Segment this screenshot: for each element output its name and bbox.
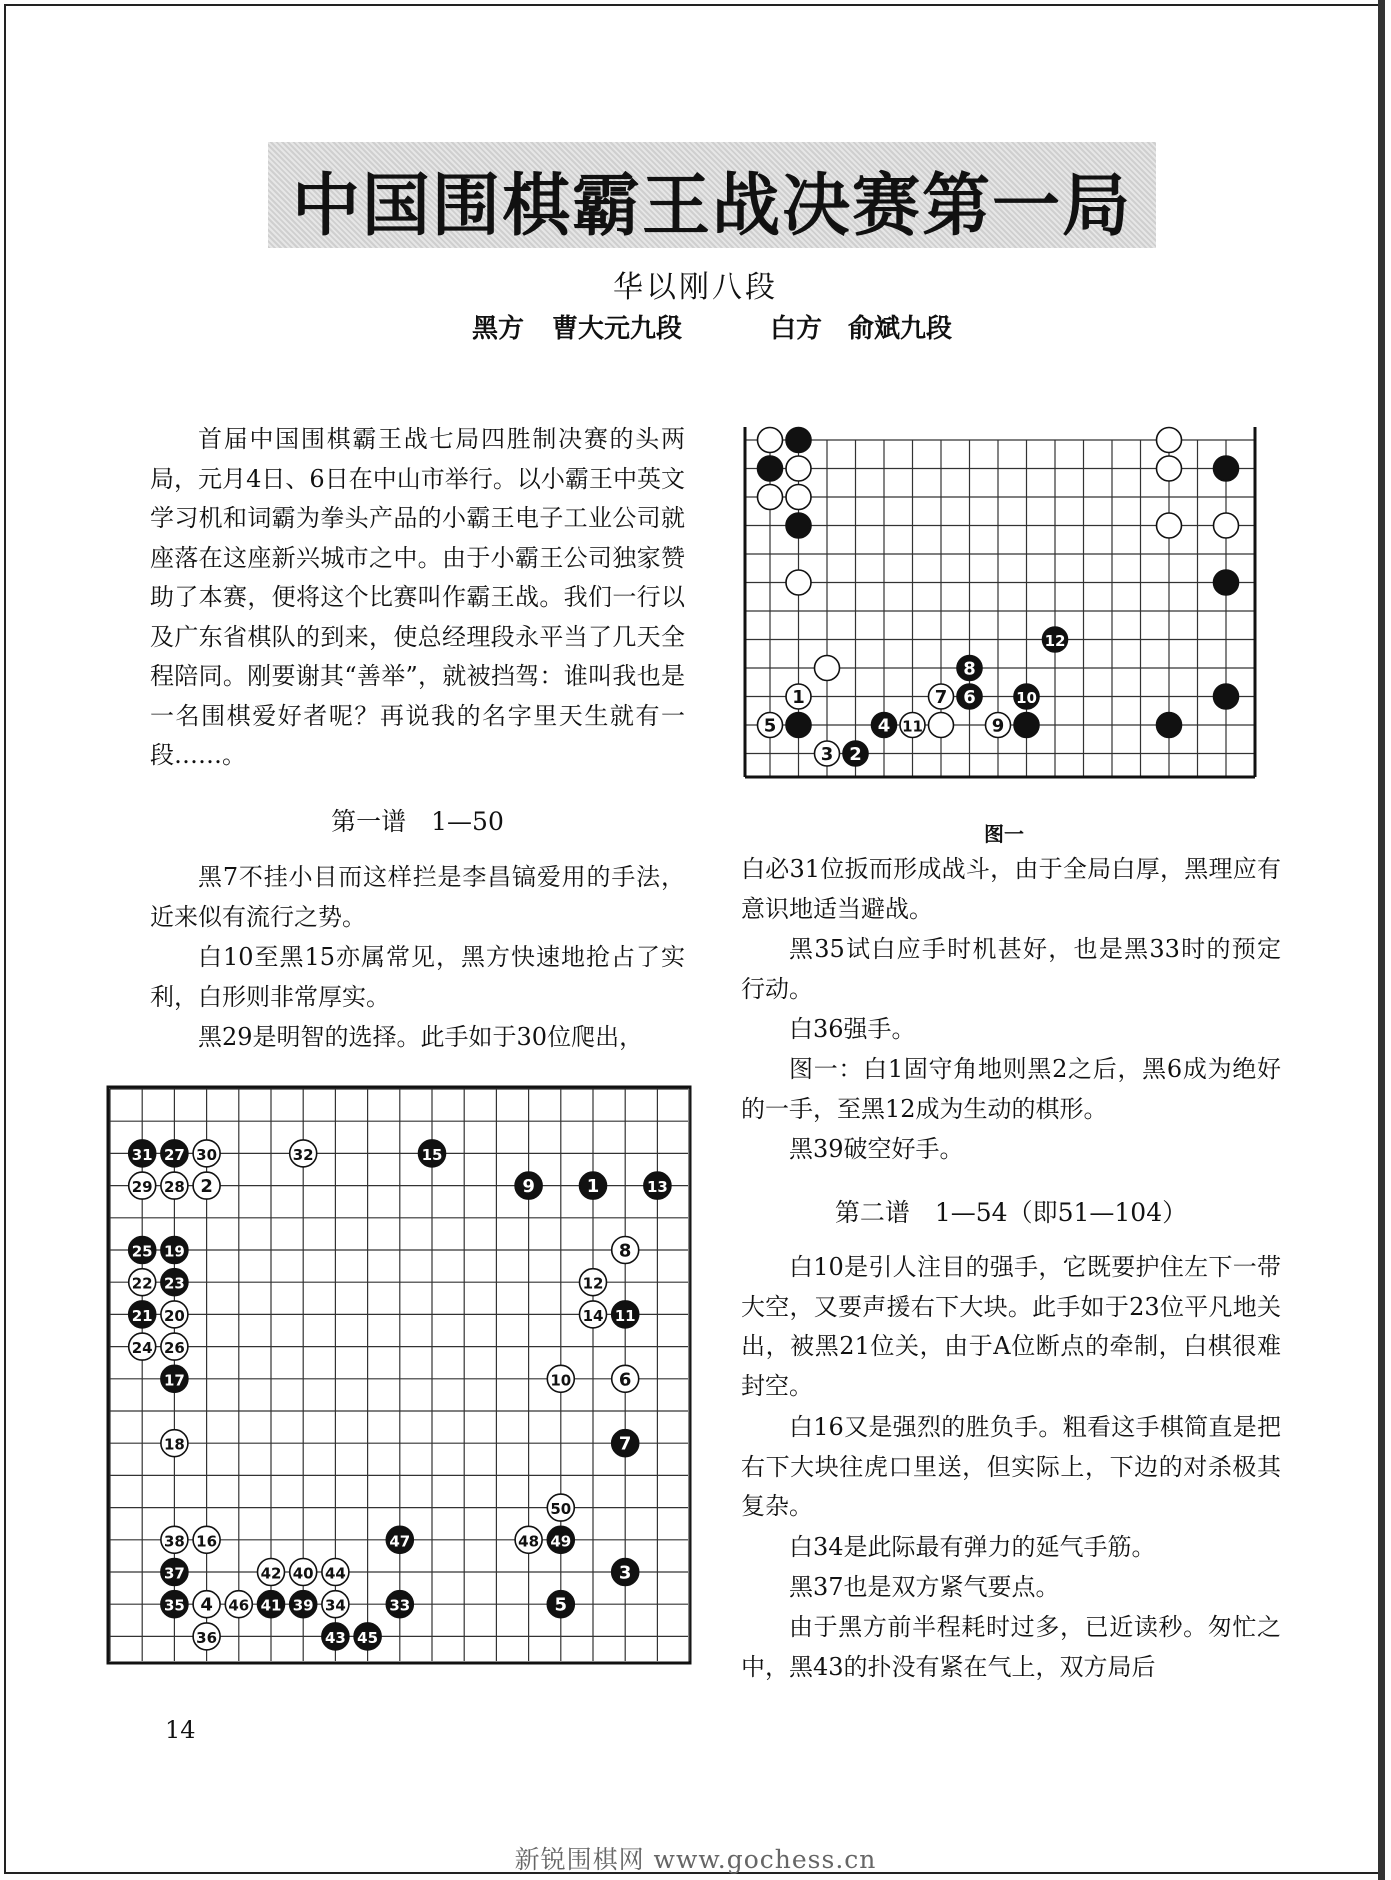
black-stone <box>786 428 811 453</box>
move-number: 9 <box>522 1176 535 1198</box>
left-paragraph-3: 黑29是明智的选择。此手如于30位爬出， <box>198 1023 644 1051</box>
move-number: 31 <box>131 1145 153 1164</box>
move-number: 17 <box>163 1371 185 1390</box>
right-paragraph-7: 白16又是强烈的胜负手。粗看这手棋简直是把右下大块往虎口里送，但实际上，下边的对杀极其复杂。 <box>741 1413 1281 1520</box>
board-border <box>108 1087 690 1663</box>
white-stone <box>1214 513 1239 538</box>
white-stone <box>1157 428 1182 453</box>
move-number: 8 <box>618 1240 632 1262</box>
white-stone <box>786 485 811 510</box>
figure-caption: 图一 <box>984 822 1024 846</box>
section-heading-1: 第一谱 1—50 <box>331 807 504 836</box>
move-number: 32 <box>292 1145 314 1164</box>
move-number: 42 <box>260 1564 282 1583</box>
white-stone <box>929 713 954 738</box>
move-number: 2 <box>849 744 862 765</box>
move-number: 36 <box>196 1628 218 1647</box>
move-number: 29 <box>131 1178 153 1197</box>
move-number: 46 <box>228 1596 250 1615</box>
right-paragraph-4: 图一：白1固守角地则黑2之后，黑6成为绝好的一手，至黑12成为生动的棋形。 <box>741 1055 1281 1123</box>
black-stone <box>786 513 811 538</box>
white-stone <box>786 456 811 481</box>
move-number: 1 <box>586 1176 600 1198</box>
move-number: 22 <box>131 1274 153 1293</box>
move-number: 43 <box>324 1628 346 1647</box>
move-number: 48 <box>518 1532 540 1551</box>
section-heading-2: 第二谱 1—54（即51—104） <box>834 1198 1188 1227</box>
move-number: 33 <box>389 1596 411 1615</box>
move-number: 44 <box>324 1564 346 1583</box>
right-paragraph-9: 黑37也是双方紧气要点。 <box>789 1573 1060 1601</box>
move-number: 19 <box>163 1242 185 1261</box>
intro-paragraph: 首届中国围棋霸王战七局四胜制决赛的头两局，元月4日、6日在中山市举行。以小霸王中英文学习机和词霸为拳头产品的小霸王电子工业公司就座落在这座新兴城市之中。由于小霸王公司独家赞助了本赛，便将这个比赛叫作霸王战。我们一行以及广东省棋队的到来，使总经理段永平当了几天全程陪同。刚要谢其“善举”，就被挡驾：谁叫我也是一名围棋爱好者呢？再说我的名字里天生就有一段……。 <box>150 425 685 769</box>
white-stone <box>815 656 840 681</box>
go-diagram-2 <box>106 1085 692 1665</box>
black-stone <box>1214 570 1239 595</box>
page-title: 中国围棋霸王战决赛第一局 <box>291 167 1132 246</box>
move-number: 12 <box>1044 632 1066 650</box>
move-number: 35 <box>163 1596 185 1615</box>
move-number: 28 <box>163 1178 185 1197</box>
move-number: 39 <box>292 1596 314 1615</box>
move-number: 45 <box>357 1628 379 1647</box>
move-number: 38 <box>163 1532 185 1551</box>
move-number: 14 <box>582 1306 604 1325</box>
move-number: 1 <box>792 687 805 708</box>
right-paragraph-5: 黑39破空好手。 <box>789 1135 964 1163</box>
move-number: 5 <box>554 1594 568 1616</box>
move-number: 7 <box>934 687 948 708</box>
black-stone <box>1014 713 1039 738</box>
move-number: 5 <box>763 715 777 737</box>
move-number: 21 <box>131 1306 153 1325</box>
white-stone <box>786 570 811 595</box>
move-number: 11 <box>614 1306 636 1325</box>
move-number: 3 <box>618 1562 632 1584</box>
move-number: 34 <box>324 1596 346 1615</box>
move-number: 24 <box>131 1339 153 1358</box>
move-number: 12 <box>582 1274 604 1293</box>
white-stone <box>1157 513 1182 538</box>
move-number: 37 <box>163 1564 185 1583</box>
white-stone <box>758 485 783 510</box>
black-stone <box>758 456 783 481</box>
move-number: 16 <box>196 1532 218 1551</box>
move-number: 6 <box>618 1369 632 1391</box>
right-paragraph-6: 白10是引人注目的强手，它既要护住左下一带大空，又要声援右下大块。此手如于23位平凡地关出，被黑21位关，由于A位断点的牵制，白棋很难封空。 <box>741 1253 1281 1400</box>
black-stone <box>1157 713 1182 738</box>
black-stone <box>1214 684 1239 709</box>
right-paragraph-3: 白36强手。 <box>789 1015 916 1043</box>
move-number: 20 <box>163 1306 185 1325</box>
move-number: 30 <box>196 1145 218 1164</box>
move-number: 47 <box>389 1532 411 1551</box>
black-stone <box>786 713 811 738</box>
move-number: 3 <box>820 744 834 765</box>
right-paragraph-10: 由于黑方前半程耗时过多，已近读秒。匆忙之中，黑43的扑没有紧在气上，双方局后 <box>741 1613 1281 1681</box>
right-paragraph-1: 白必31位扳而形成战斗，由于全局白厚，黑理应有意识地适当避战。 <box>741 855 1281 923</box>
white-player: 俞斌九段 <box>848 314 953 344</box>
move-number: 8 <box>963 658 976 680</box>
black-player: 曹大元九段 <box>552 314 683 344</box>
move-number: 27 <box>163 1145 185 1164</box>
move-number: 7 <box>618 1433 632 1455</box>
right-paragraph-2: 黑35试白应手时机甚好，也是黑33时的预定行动。 <box>741 935 1281 1003</box>
move-number: 2 <box>200 1176 213 1198</box>
left-paragraph-1: 黑7不挂小目而这样拦是李昌镐爱用的手法，近来似有流行之势。 <box>150 863 685 931</box>
right-paragraph-8: 白34是此际最有弹力的延气手筋。 <box>789 1533 1156 1561</box>
move-number: 18 <box>163 1435 185 1454</box>
move-number: 11 <box>902 717 923 736</box>
move-number: 4 <box>200 1594 213 1616</box>
author-line: 华以刚八段 <box>613 270 778 305</box>
move-number: 6 <box>963 687 976 708</box>
watermark: 新锐围棋网 www.gochess.cn <box>514 1845 877 1874</box>
black-stone <box>1214 456 1239 481</box>
move-number: 13 <box>646 1178 668 1197</box>
move-number: 41 <box>260 1596 282 1615</box>
go-diagram-1 <box>740 425 1260 785</box>
move-number: 10 <box>1016 689 1037 707</box>
move-number: 26 <box>163 1339 185 1358</box>
move-number: 4 <box>877 715 891 737</box>
move-number: 15 <box>421 1145 443 1164</box>
page-number: 14 <box>165 1716 196 1744</box>
black-label: 黑方 <box>472 314 525 344</box>
move-number: 50 <box>550 1500 572 1519</box>
left-paragraph-2: 白10至黑15亦属常见，黑方快速地抢占了实利，白形则非常厚实。 <box>150 943 685 1011</box>
white-label: 白方 <box>770 314 823 344</box>
move-number: 25 <box>131 1242 153 1261</box>
move-number: 49 <box>550 1532 572 1551</box>
move-number: 23 <box>163 1274 185 1293</box>
move-number: 10 <box>550 1371 572 1390</box>
move-number: 40 <box>292 1564 314 1583</box>
move-number: 9 <box>991 715 1005 737</box>
white-stone <box>758 428 783 453</box>
white-stone <box>1157 456 1182 481</box>
